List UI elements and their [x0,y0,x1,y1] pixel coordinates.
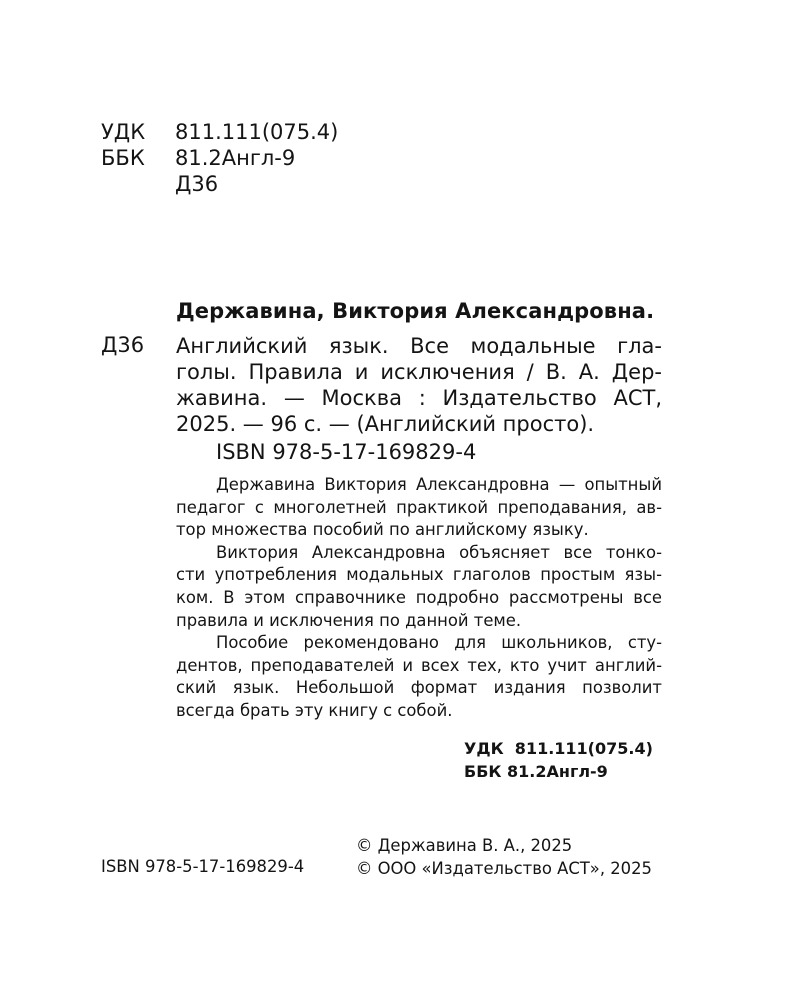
footer-bbk: ББК 81.2Англ-9 [464,762,608,781]
entry-description [176,333,662,437]
annotation-line: правила и исключения по данной теме. [176,610,522,630]
annotation-line: всегда брать эту книгу с собой. [176,700,453,720]
footer-udk: УДК 811.111(075.4) [464,739,653,758]
annotation-line: дентов, преподавателей и всех тех, кто учит англий- [176,655,662,675]
entry-line: Английский язык. Все модальные гла- [176,334,662,358]
annotation-line: ком. В этом справочнике подробно рассмотрены все [176,587,662,607]
copyright-publisher: © ООО «Издательство АСТ», 2025 [356,859,652,878]
udk-label: УДК [101,120,146,144]
footer-codes [464,737,653,783]
entry-code: Д36 [101,333,145,357]
author-code: Д36 [175,172,219,196]
udk-value: 811.111(075.4) [175,120,339,144]
annotation-line: Пособие рекомендовано для школьников, сту- [216,633,662,653]
bbk-value: 81.2Англ-9 [175,146,296,170]
annotation [176,474,662,723]
entry-isbn: ISBN 978-5-17-169829-4 [216,440,477,464]
entry-line: жавина. — Москва : Издательство АСТ, [176,386,662,410]
annotation-line: Державина Виктория Александровна — опытный [216,475,662,494]
annotation-paragraph [176,542,662,632]
entry-line: 2025. — 96 с. — (Английский просто). [176,412,595,436]
annotation-line: тор множества пособий по английскому языку. [176,520,589,540]
annotation-paragraph [176,632,662,722]
annotation-line: сти употребления модальных глаголов простым язы- [176,565,662,585]
entry-line: голы. Правила и исключения / В. А. Дер- [176,360,662,384]
annotation-paragraph [176,474,662,542]
bbk-label: ББК [101,146,145,170]
copyright-block [356,834,652,880]
copyright-author: © Державина В. А., 2025 [356,836,573,855]
annotation-line: педагог с многолетней практикой преподавания, ав- [176,497,662,517]
copyright-isbn: ISBN 978-5-17-169829-4 [101,857,305,876]
annotation-line: ский язык. Небольшой формат издания позволит [176,678,662,698]
annotation-line: Виктория Александровна объясняет все тонко- [216,542,662,562]
classification-block [101,119,401,199]
entry-author: Державина, Виктория Александровна. [176,299,655,323]
